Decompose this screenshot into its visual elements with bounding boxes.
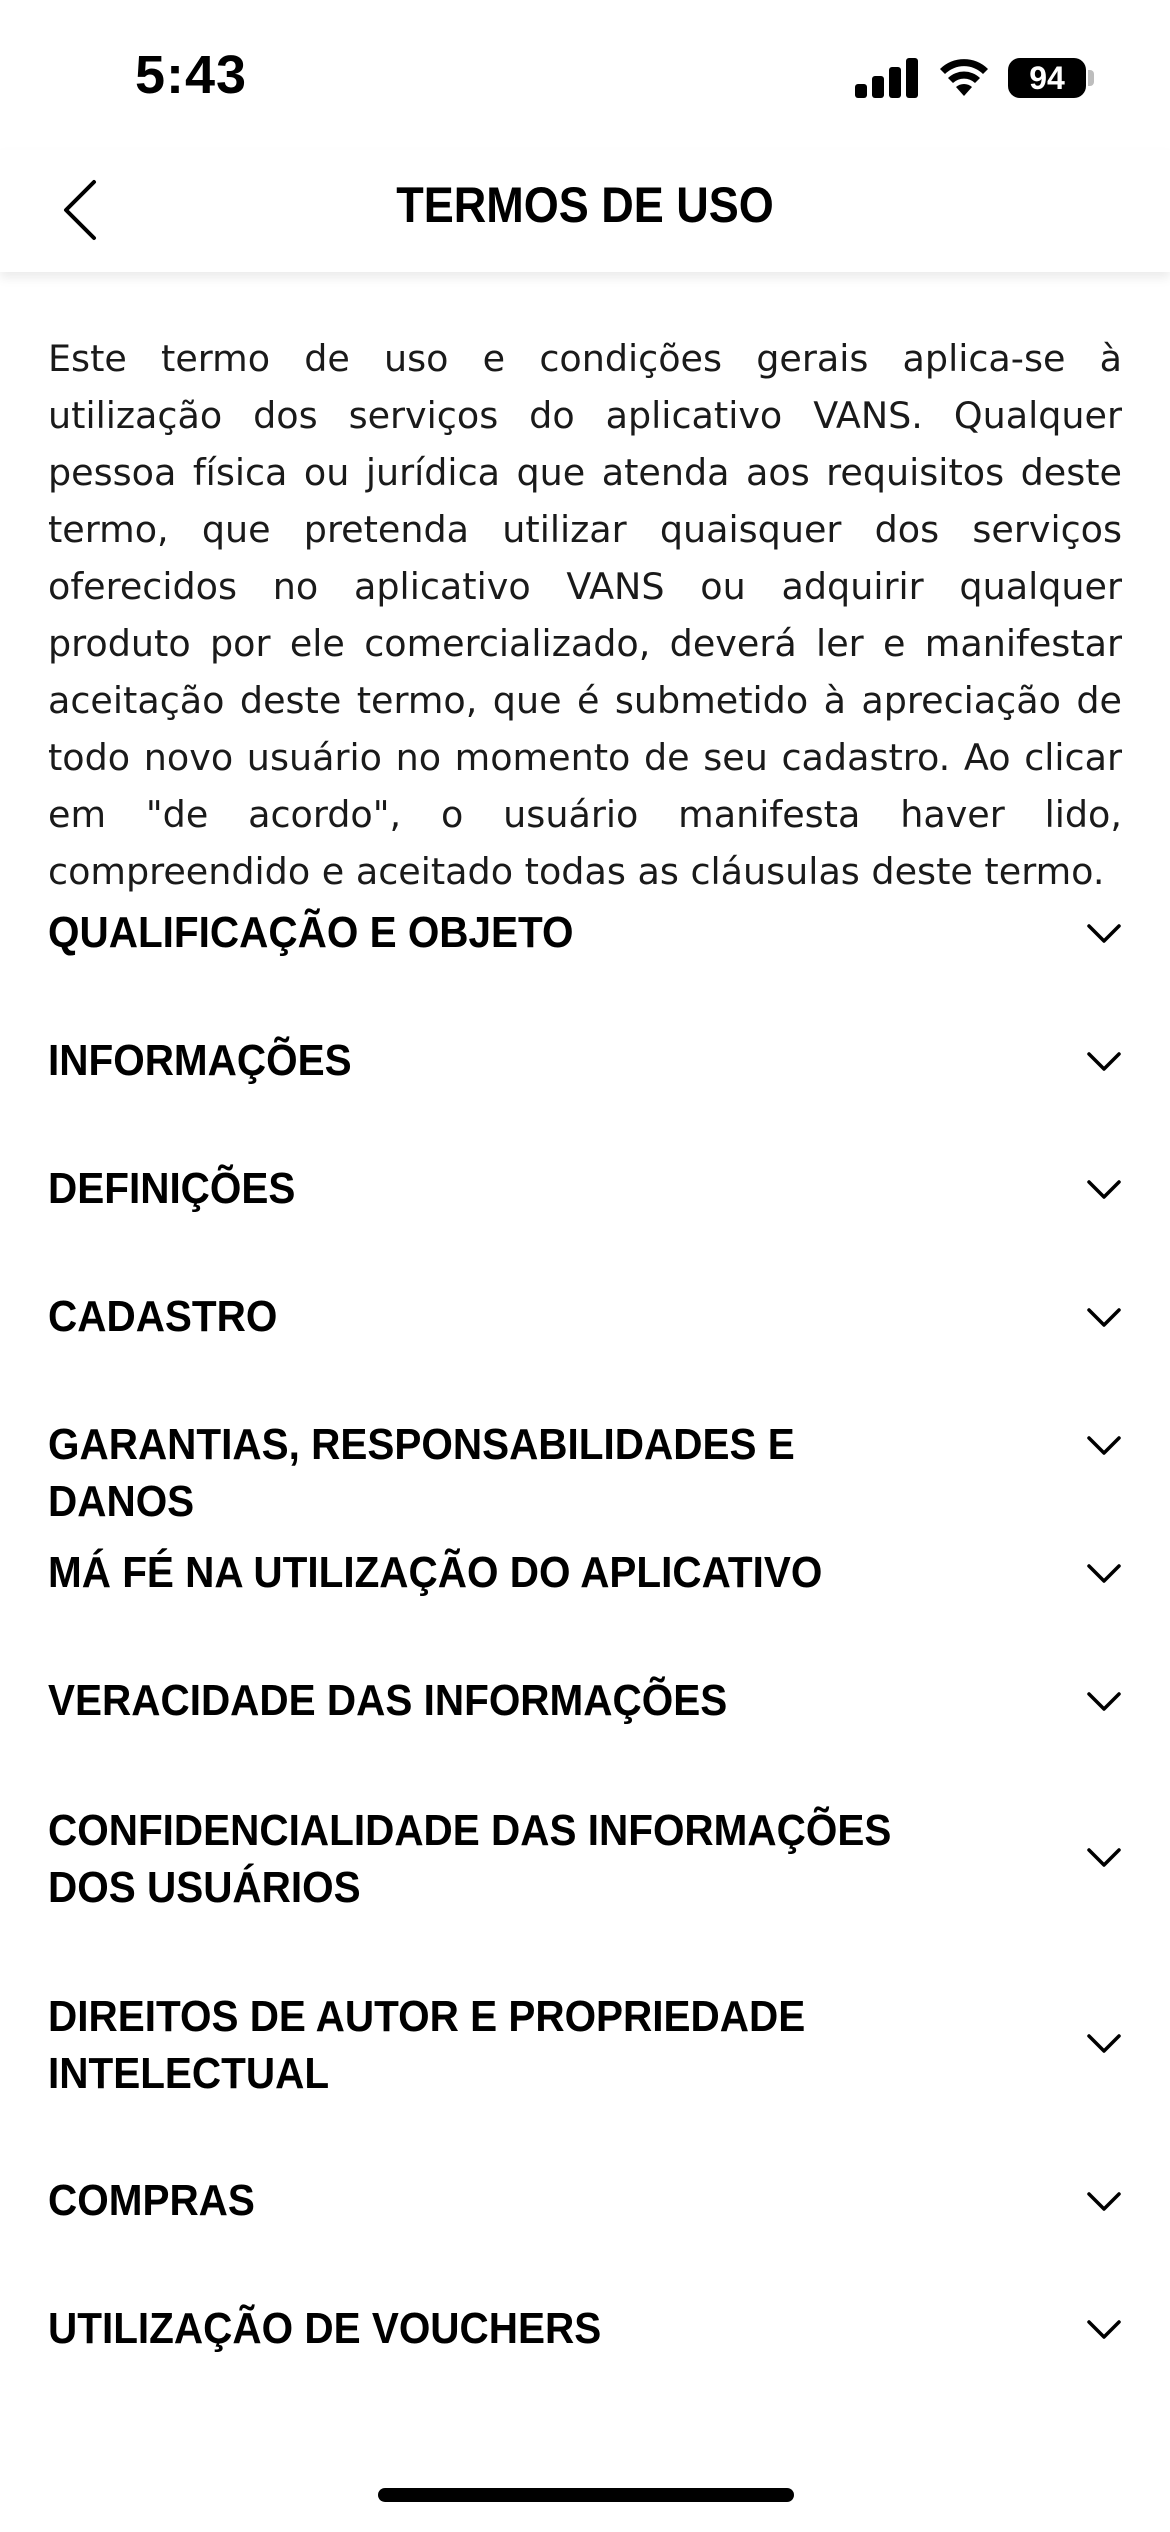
section-label: COMPRAS (48, 2176, 255, 2225)
section-label: DEFINIÇÕES (48, 1164, 296, 1213)
wifi-icon (938, 54, 990, 98)
battery-tip (1088, 70, 1094, 86)
section-definicoes[interactable] (0, 1126, 1170, 1254)
section-cadastro[interactable] (0, 1254, 1170, 1382)
chevron-down-icon (1086, 2318, 1122, 2342)
chevron-down-icon (1086, 2032, 1122, 2056)
section-veracidade[interactable] (0, 1638, 1170, 1766)
chevron-down-icon (1086, 1050, 1122, 1074)
chevron-down-icon (1086, 1434, 1122, 1458)
home-indicator[interactable] (378, 2488, 794, 2502)
section-label: MÁ FÉ NA UTILIZAÇÃO DO APLICATIVO (48, 1548, 823, 1597)
signal-icon (855, 56, 919, 98)
section-compras[interactable] (0, 2138, 1170, 2266)
section-label: QUALIFICAÇÃO E OBJETO (48, 908, 574, 957)
section-qualificacao-e-objeto[interactable] (0, 870, 1170, 998)
section-label: VERACIDADE DAS INFORMAÇÕES (48, 1676, 728, 1725)
chevron-down-icon (1086, 922, 1122, 946)
section-informacoes[interactable] (0, 998, 1170, 1126)
section-label: INFORMAÇÕES (48, 1036, 352, 1085)
terms-intro-text: Este termo de uso e condições gerais aplica-se à utilização dos serviços do aplicativo VANS. Qualquer pessoa física ou jurídica que atenda aos requisitos deste termo, que pretenda utilizar quaisquer dos serviços oferecidos no aplicativo VANS ou adquirir qualquer produto por ele comercializado, deverá ler e manifestar aceitação deste termo, que é submetido à apreciação de todo novo usuário no momento de seu cadastro. Ao clicar em "de acordo", o usuário manifesta haver lido, compreendido e aceitado todas as cláusulas deste termo. (48, 337, 1122, 893)
status-time: 5:43 (135, 45, 248, 105)
chevron-down-icon (1086, 1306, 1122, 1330)
section-label: DIREITOS DE AUTOR E PROPRIEDADE INTELECTUAL (48, 1992, 806, 2098)
section-utilizacao-de-vouchers[interactable] (0, 2266, 1170, 2394)
section-label: UTILIZAÇÃO DE VOUCHERS (48, 2304, 602, 2353)
chevron-down-icon (1086, 2190, 1122, 2214)
section-label: CADASTRO (48, 1292, 278, 1341)
section-label: CONFIDENCIALIDADE DAS INFORMAÇÕES DOS USUÁRIOS (48, 1806, 892, 1912)
section-direitos-de-autor[interactable] (0, 1952, 1170, 2138)
chevron-down-icon (1086, 1178, 1122, 1202)
battery-icon: 94 (1008, 58, 1086, 98)
section-garantias[interactable] (0, 1382, 1170, 1526)
chevron-down-icon (1086, 1690, 1122, 1714)
section-label: GARANTIAS, RESPONSABILIDADES E DANOS (48, 1420, 795, 1526)
page-title: TERMOS DE USO (396, 177, 774, 233)
section-confidencialidade[interactable] (0, 1766, 1170, 1952)
chevron-down-icon (1086, 1846, 1122, 1870)
chevron-down-icon (1086, 1562, 1122, 1586)
status-bar (0, 0, 1170, 150)
top-navigation-bar (0, 150, 1170, 272)
section-ma-fe[interactable] (0, 1510, 1170, 1638)
